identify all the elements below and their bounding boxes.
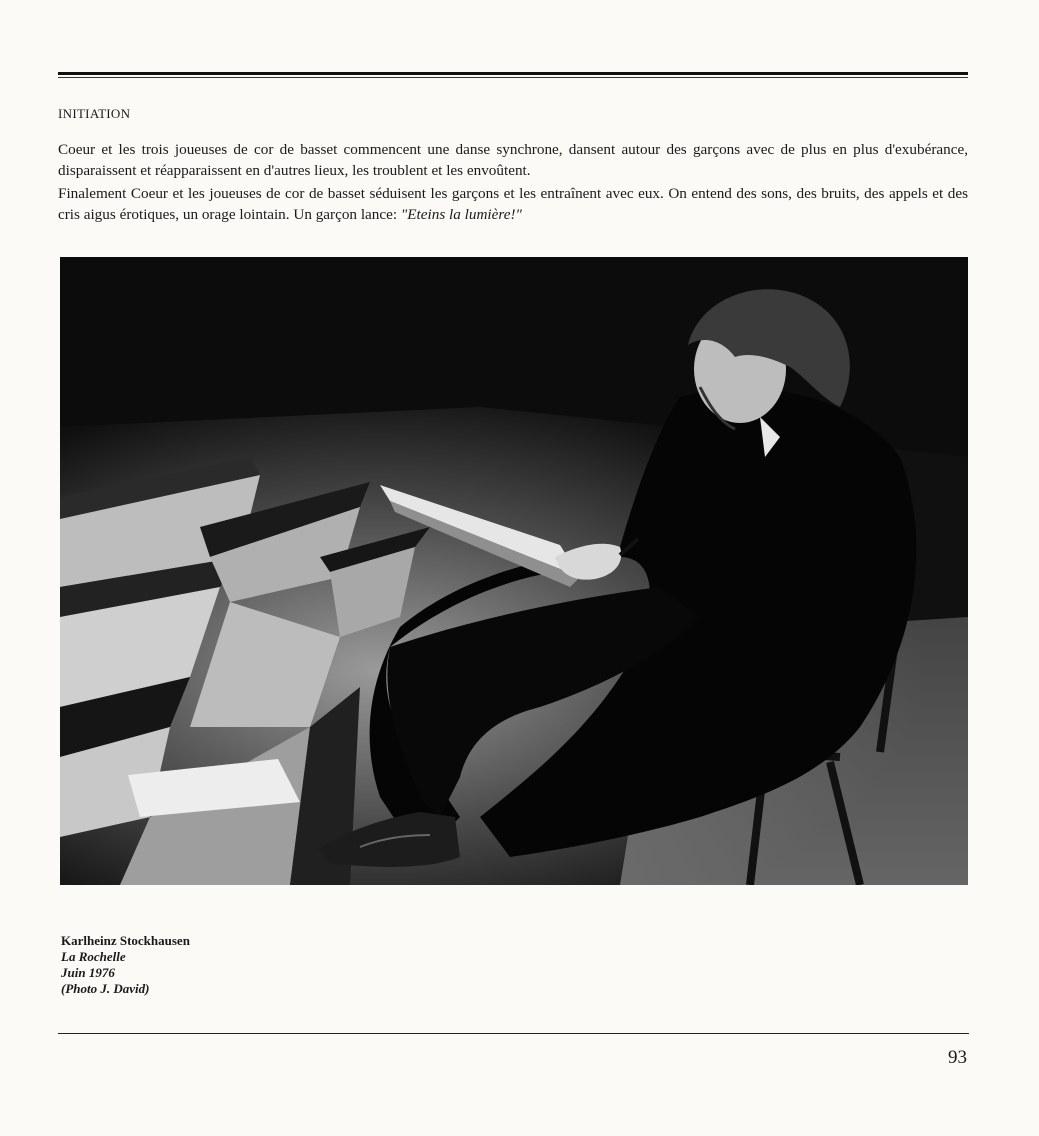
photo-illustration-icon — [60, 257, 968, 885]
top-rule-thin — [58, 77, 968, 78]
photo-caption — [61, 933, 190, 997]
photograph — [60, 257, 968, 885]
caption-date: Juin 1976 — [61, 965, 115, 980]
bottom-rule — [58, 1033, 969, 1034]
top-rule-thick — [58, 72, 968, 75]
page-number: 93 — [948, 1047, 967, 1068]
paragraph-2-quote: "Eteins la lumière!" — [400, 206, 522, 223]
section-title: INITIATION — [58, 106, 131, 121]
caption-credit: (Photo J. David) — [61, 981, 150, 996]
paragraph-1: Coeur et les trois joueuses de cor de basset commencent une danse synchrone, dansent autour des garçons avec de plus en plus d'exubérance, disparaissent et réapparaissent en d'autres lieux, les troublent et les envoûtent. — [58, 141, 968, 179]
paragraph-2 — [58, 183, 968, 225]
paragraph-2-text: Finalement Coeur et les joueuses de cor de basset séduisent les garçons et les entraînent avec eux. On entend des sons, des bruits, des appels et des cris aigus érotiques, un orage lointain. Un garçon lance: — [58, 185, 968, 223]
caption-name: Karlheinz Stockhausen — [61, 933, 190, 948]
caption-place: La Rochelle — [61, 949, 126, 964]
